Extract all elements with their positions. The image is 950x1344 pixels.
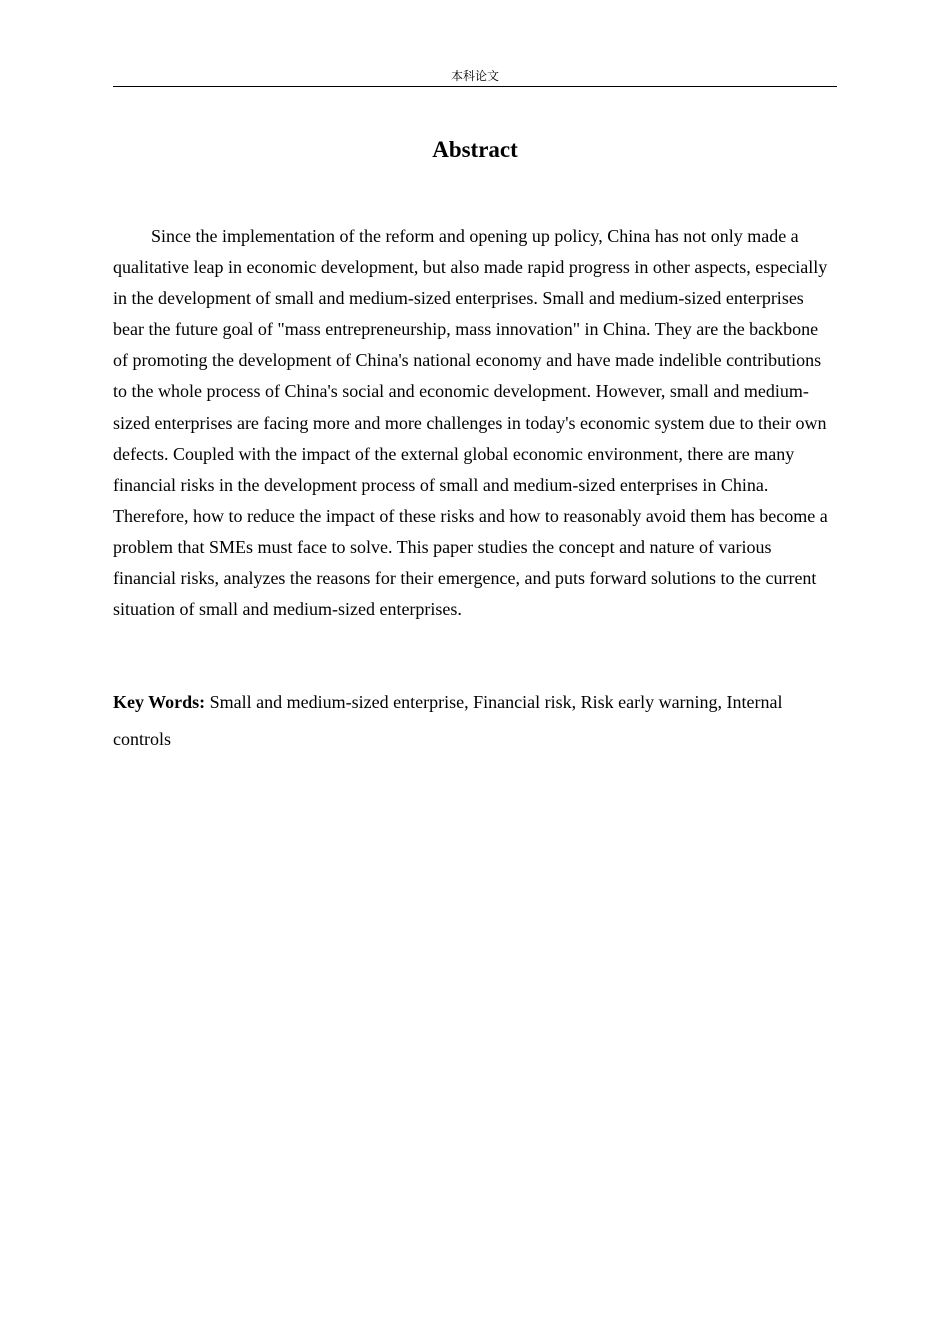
abstract-body: Since the implementation of the reform and opening up policy, China has not only made a qualitative leap in economic development, but also made rapid progress in other aspects, especially in the development of small and medium-sized enterprises. Small and medium-sized enterprises bear the future goal of "mass entrepreneurship, mass innovation" in China. They are the backbone of promoting the development of China's national economy and have made indelible contributions to the whole process of China's social and economic development. However, small and medium-sized enterprises are facing more and more challenges in today's economic system due to their own defects. Coupled with the impact of the external global economic environment, there are many financial risks in the development process of small and medium-sized enterprises in China. Therefore, how to reduce the impact of these risks and how to reasonably avoid them has become a problem that SMEs must face to solve. This paper studies the concept and nature of various financial risks, analyzes the reasons for their emergence, and puts forward solutions to the current situation of small and medium-sized enterprises. xyxy=(113,226,828,620)
abstract-title: Abstract xyxy=(432,137,518,162)
keywords-text: Small and medium-sized enterprise, Financial risk, Risk early warning, Internal controls xyxy=(113,692,783,749)
keywords-label: Key Words: xyxy=(113,692,206,712)
page-header xyxy=(113,66,837,87)
running-title: 本科论文 xyxy=(450,69,499,83)
keywords-paragraph xyxy=(113,684,837,758)
